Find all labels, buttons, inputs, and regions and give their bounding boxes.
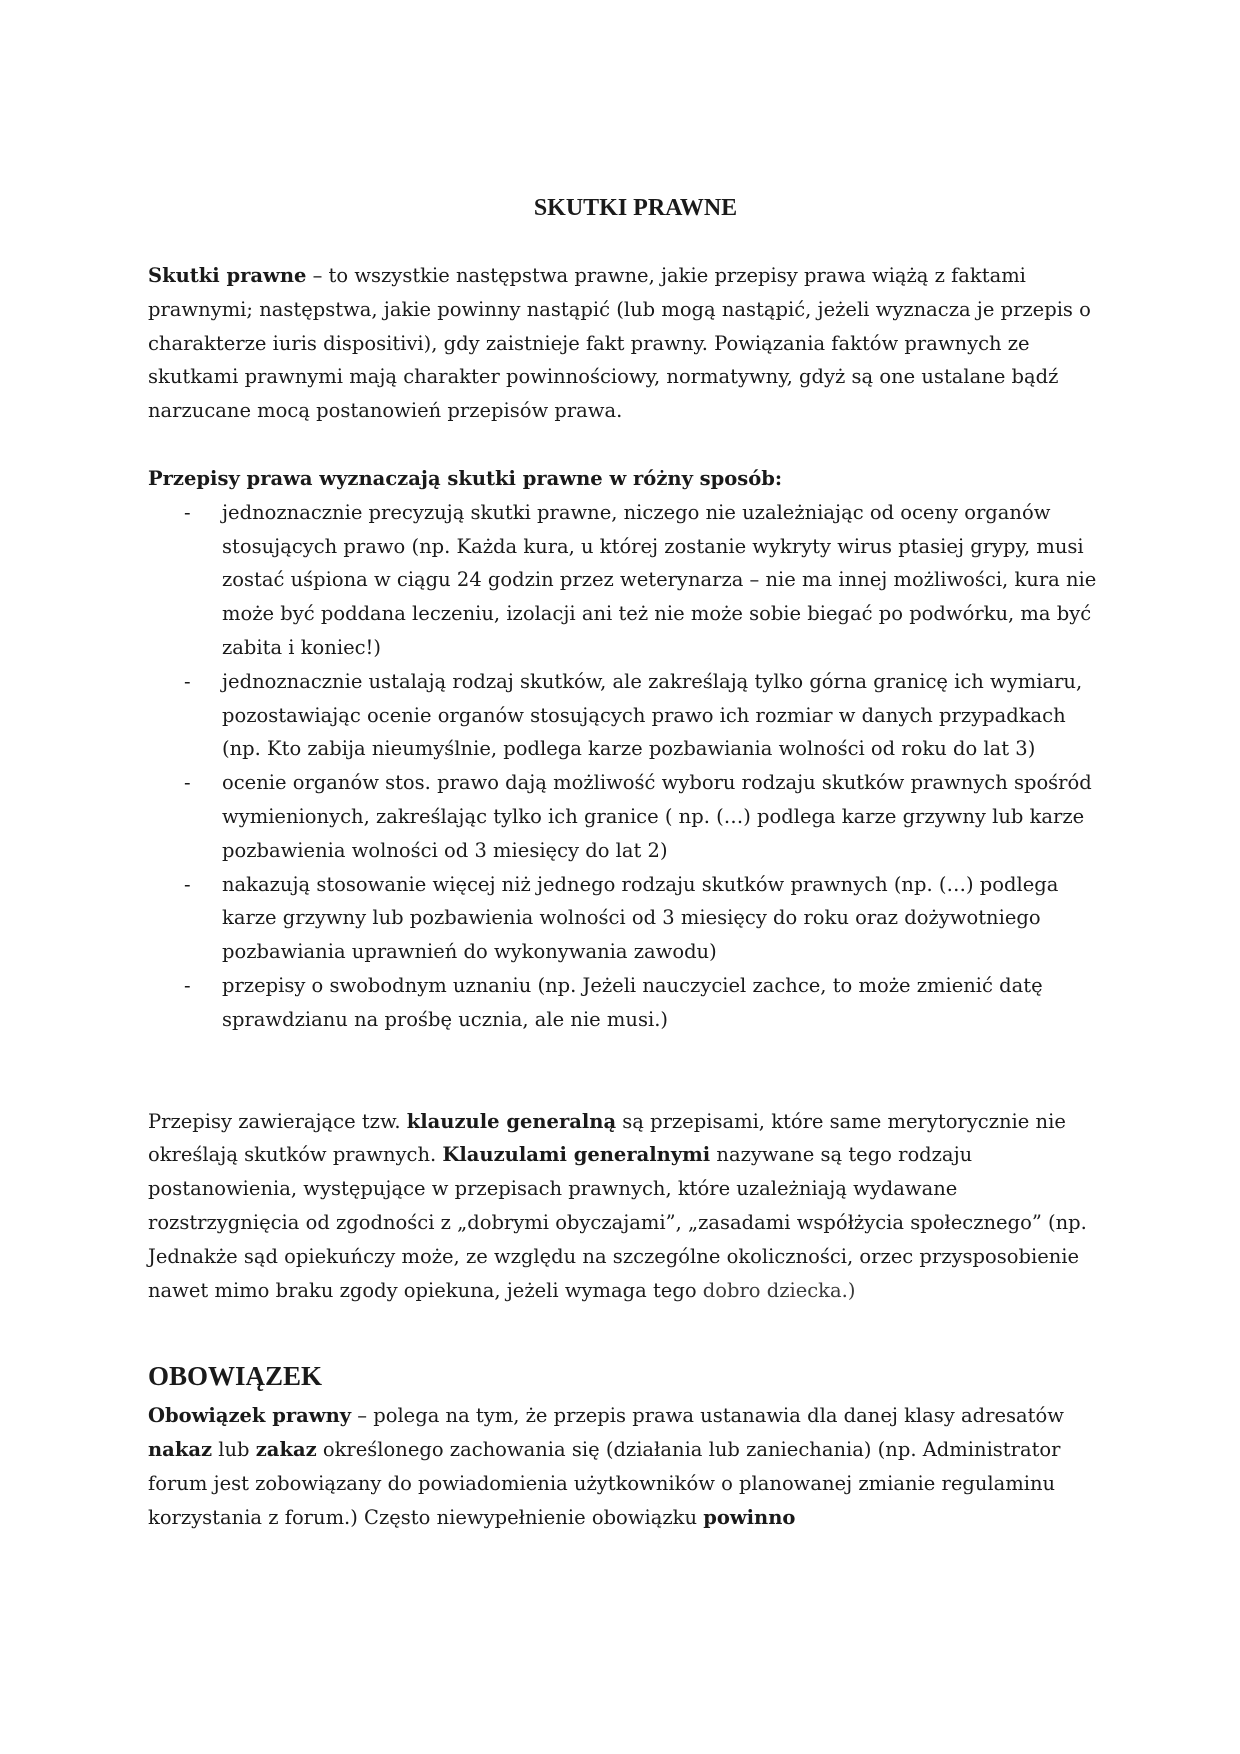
- clauses-text: są przepisami, które same merytorycznie nie określają skutków prawnych.: [148, 1109, 1066, 1167]
- dash-bullet: -: [184, 669, 191, 693]
- list-item-text: ocenie organów stos. prawo dają możliwość wyboru rodzaju skutków prawnych spośród wymienionych, zakreślając tylko ich granice ( np. (…) podlega karze grzywny lub karze pozbawienia wolności od 3 miesięcy do lat 2): [222, 771, 1092, 862]
- list-item: [148, 868, 1103, 969]
- dash-bullet: -: [184, 973, 191, 997]
- dash-bullet: -: [184, 771, 191, 795]
- list-item-text: jednoznacznie ustalają rodzaj skutków, ale zakreślają tylko górna granicę ich wymiaru, pozostawiając ocenie organów stosujących prawo ich rozmiar w danych przypadkach (np. Kto zabija nieumyślnie, podlega karze pozbawiania wolności od roku do lat 3): [222, 669, 1083, 761]
- list-heading-text: Przepisy prawa wyznaczają skutki prawne w różny sposób:: [148, 466, 783, 490]
- intro-paragraph: [148, 259, 1103, 428]
- clauses-paragraph: [148, 1105, 1103, 1308]
- intro-text: – to wszystkie następstwa prawne, jakie przepisy prawa wiążą z faktami prawnymi; następstwa, jakie powinny nastąpić (lub mogą nastąpić, jeżeli wyznacza je przepis o charakterze iuris dispositivi), gdy zaistnieje fakt prawny. Powiązania faktów prawnych ze skutkami prawnymi mają charakter powinnościowy, normatywny, gdyż są one ustalane bądź narzucane mocą postanowień przepisów prawa.: [148, 264, 1091, 423]
- intro-term: Skutki prawne: [148, 264, 307, 287]
- list-heading: [148, 462, 1103, 496]
- clauses-text: Przepisy zawierające tzw.: [148, 1109, 407, 1133]
- obligation-bold: powinno: [703, 1505, 796, 1529]
- clauses-bold-term: Klauzulami generalnymi: [442, 1143, 711, 1167]
- obligation-bold: nakaz: [148, 1438, 213, 1462]
- list-item: [148, 766, 1103, 867]
- obligation-bold: zakaz: [255, 1438, 317, 1462]
- clauses-text: nazywane są tego rodzaju postanowienia, występujące w przepisach prawnych, które uzależniają wydawane rozstrzygnięcia od zgodności z „dobrymi obyczajami”, „zasadami współżycia społecznego” (np. Jednakże sąd opiekuńczy może, ze względu na szczególne okoliczności, orzec przysposobienie nawet mimo braku zgody opiekuna, jeżeli wymaga tego: [148, 1143, 1087, 1302]
- list-item-text: nakazują stosowanie więcej niż jednego rodzaju skutków prawnych (np. (…) podlega karze grzywny lub pozbawienia wolności od 3 miesięcy do roku oraz dożywotniego pozbawiania uprawnień do wykonywania zawodu): [222, 872, 1059, 964]
- dash-bullet: -: [184, 872, 191, 896]
- clauses-text: dobro dziecka.): [702, 1278, 856, 1302]
- effects-list: [148, 496, 1103, 1037]
- list-item: [148, 665, 1103, 766]
- dash-bullet: -: [184, 500, 191, 524]
- clauses-bold-term: klauzule generalną: [406, 1109, 617, 1133]
- obligation-text: lub: [212, 1438, 256, 1462]
- obligation-paragraph: [148, 1399, 1103, 1534]
- section-heading: OBOWIĄZEK: [148, 1361, 323, 1392]
- obligation-text: – polega na tym, że przepis prawa ustanawia dla danej klasy adresatów: [351, 1404, 1064, 1428]
- spacer: [148, 1037, 1103, 1105]
- obligation-term: Obowiązek prawny: [148, 1404, 352, 1428]
- spacer: [148, 428, 1103, 462]
- list-item-text: przepisy o swobodnym uznaniu (np. Jeżeli nauczyciel zachce, to może zmienić datę sprawdzianu na prośbę ucznia, ale nie musi.): [222, 973, 1043, 1031]
- list-item: [148, 969, 1103, 1037]
- page-title: SKUTKI PRAWNE: [533, 195, 738, 221]
- obligation-text: określonego zachowania się (działania lub zaniechania) (np. Administrator forum jest zobowiązany do powiadomienia użytkowników o planowanej zmianie regulaminu korzystania z forum.) Często niewypełnienie obowiązku: [148, 1438, 1061, 1529]
- list-item-text: jednoznacznie precyzują skutki prawne, niczego nie uzależniając od oceny organów stosujących prawo (np. Każda kura, u której zostanie wykryty wirus ptasiej grypy, musi zostać uśpiona w ciągu 24 godzin przez weterynarza – nie ma innej możliwości, kura nie może być poddana leczeniu, izolacji ani też nie może sobie biegać po podwórku, ma być zabita i koniec!): [222, 500, 1097, 659]
- document-content: [148, 193, 1103, 1535]
- list-item: [148, 496, 1103, 665]
